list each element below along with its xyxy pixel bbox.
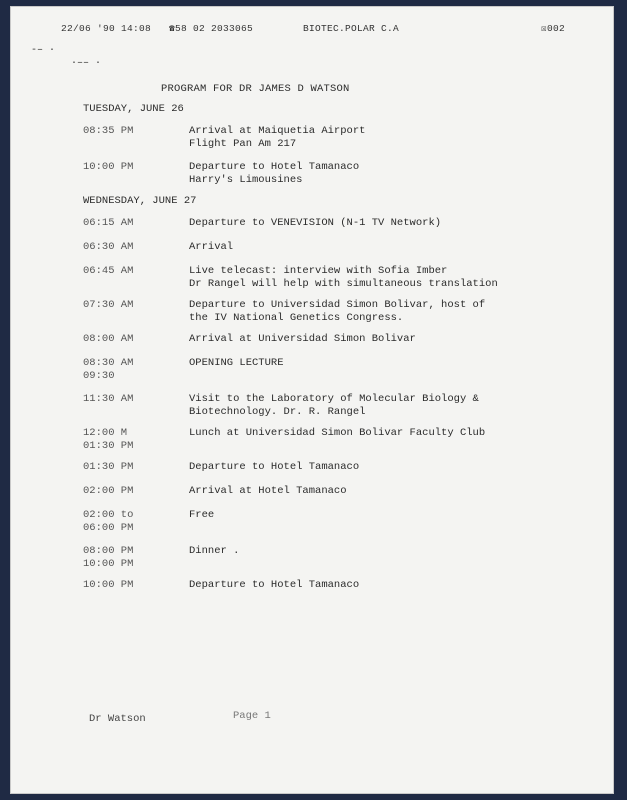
fax-phone: ☎58 02 2033065 bbox=[169, 23, 254, 34]
event-time: 06:45 AM bbox=[83, 265, 134, 277]
day-heading: TUESDAY, JUNE 26 bbox=[83, 103, 184, 115]
event-description: OPENING LECTURE bbox=[189, 357, 284, 369]
event-description: Departure to Hotel Tamanaco bbox=[189, 579, 360, 591]
fax-datetime: 22/06 '90 14:08 bbox=[61, 23, 152, 34]
event-description: Lunch at Universidad Simon Bolivar Faculty Club bbox=[189, 427, 486, 439]
footer-page-number: Page 1 bbox=[233, 710, 271, 722]
fax-page-number: ☒002 bbox=[541, 23, 566, 34]
event-time: 10:00 PM bbox=[83, 579, 134, 591]
event-time: 10:00 PM bbox=[83, 161, 134, 173]
event-description: Live telecast: interview with Sofia Imber Dr Rangel will help with simultaneous translation bbox=[189, 265, 498, 290]
document-page bbox=[10, 6, 614, 794]
event-time: 11:30 AM bbox=[83, 393, 134, 405]
document-title: PROGRAM FOR DR JAMES D WATSON bbox=[161, 83, 350, 95]
event-time: 06:30 AM bbox=[83, 241, 134, 253]
fax-header bbox=[11, 23, 613, 37]
event-time: 02:00 to 06:00 PM bbox=[83, 509, 134, 534]
event-time: 12:00 M 01:30 PM bbox=[83, 427, 134, 452]
stray-marks: -‒ · ·‒‒ · bbox=[31, 45, 102, 69]
event-time: 02:00 PM bbox=[83, 485, 134, 497]
event-description: Arrival at Maiquetia Airport Flight Pan Am 217 bbox=[189, 125, 366, 150]
event-description: Visit to the Laboratory of Molecular Biology & Biotechnology. Dr. R. Rangel bbox=[189, 393, 479, 418]
event-description: Departure to Hotel Tamanaco bbox=[189, 461, 360, 473]
event-description: Arrival bbox=[189, 241, 234, 253]
event-time: 08:30 AM 09:30 bbox=[83, 357, 134, 382]
event-time: 08:00 AM bbox=[83, 333, 134, 345]
event-description: Departure to Hotel Tamanaco Harry's Limousines bbox=[189, 161, 360, 186]
event-time: 07:30 AM bbox=[83, 299, 134, 311]
event-description: Arrival at Universidad Simon Bolivar bbox=[189, 333, 416, 345]
event-time: 06:15 AM bbox=[83, 217, 134, 229]
footer-name: Dr Watson bbox=[89, 713, 146, 725]
event-time: 08:00 PM 10:00 PM bbox=[83, 545, 134, 570]
day-heading: WEDNESDAY, JUNE 27 bbox=[83, 195, 197, 207]
event-time: 08:35 PM bbox=[83, 125, 134, 137]
event-description: Departure to Universidad Simon Bolivar, host of the IV National Genetics Congress. bbox=[189, 299, 486, 324]
event-description: Arrival at Hotel Tamanaco bbox=[189, 485, 347, 497]
event-description: Dinner . bbox=[189, 545, 240, 557]
event-description: Free bbox=[189, 509, 215, 521]
event-description: Departure to VENEVISION (N-1 TV Network) bbox=[189, 217, 442, 229]
fax-sender: BIOTEC.POLAR C.A bbox=[303, 23, 400, 34]
event-time: 01:30 PM bbox=[83, 461, 134, 473]
